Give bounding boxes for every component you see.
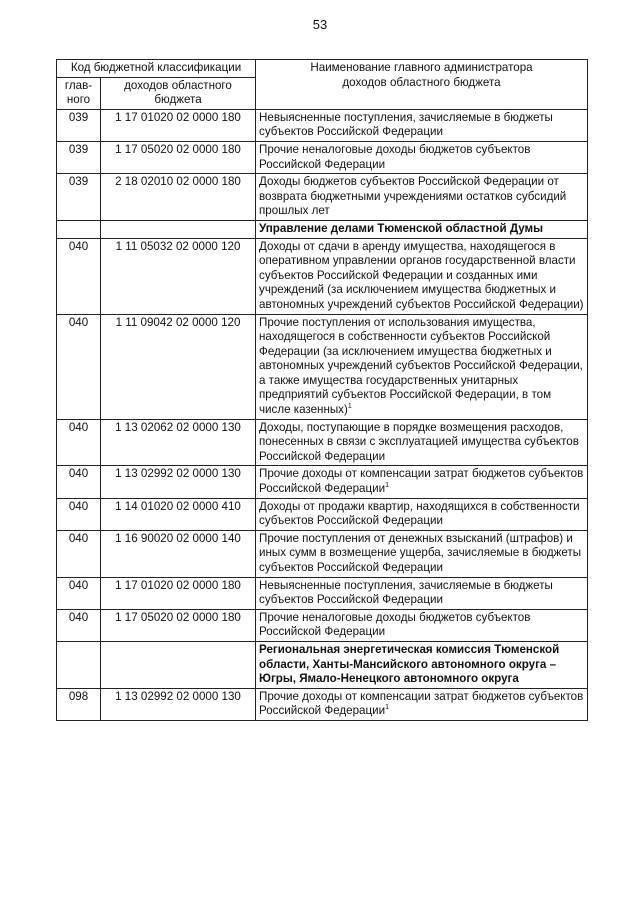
- income-code-cell: 1 11 09042 02 0000 120: [101, 314, 256, 419]
- header-row-1: [57, 60, 588, 78]
- empty-cell: [57, 641, 101, 688]
- administrator-name-cell: [256, 141, 588, 173]
- admin-code-cell: 040: [57, 577, 101, 609]
- table-row: [57, 530, 588, 577]
- empty-cell: [57, 220, 101, 238]
- budget-classification-table: [56, 59, 588, 721]
- table-body: [57, 109, 588, 720]
- admin-code-cell: 098: [57, 688, 101, 720]
- administrator-name-text: Доходы, поступающие в порядке возмещения расходов, понесенных в связи с эксплуатацией имущества субъектов Российской Федерации: [259, 420, 579, 463]
- administrator-name-text: Прочие неналоговые доходы бюджетов субъектов Российской Федерации: [259, 142, 531, 171]
- footnote-mark: 1: [347, 403, 352, 411]
- administrator-name-cell: [256, 238, 588, 314]
- income-code-cell: 1 13 02992 02 0000 130: [101, 688, 256, 720]
- administrator-name-text: Прочие поступления от использования имущества, находящегося в собственности субъектов Российской Федерации (за исключением имущества бюджетных и автономных учреждений субъектов Российской Федерации, а также имущества государственных унитарных предприятий субъектов Российской Федерации, в том числе казенных): [259, 315, 583, 417]
- admin-code-cell: 040: [57, 466, 101, 498]
- table-row: [57, 419, 588, 466]
- administrator-name-text: Прочие доходы от компенсации затрат бюджетов субъектов Российской Федерации: [259, 467, 584, 496]
- table-row: [57, 498, 588, 530]
- administrator-name-cell: [256, 530, 588, 577]
- admin-code-cell: 040: [57, 530, 101, 577]
- administrator-name-cell: [256, 498, 588, 530]
- header-admin-code: глав- ного: [57, 77, 101, 109]
- income-code-cell: 1 17 05020 02 0000 180: [101, 609, 256, 641]
- table-row: [57, 688, 588, 720]
- table-row: [57, 141, 588, 173]
- income-code-cell: 1 17 01020 02 0000 180: [101, 577, 256, 609]
- table-row: [57, 577, 588, 609]
- department-name: Управление делами Тюменской областной Думы: [256, 220, 588, 238]
- administrator-name-text: Доходы от продажи квартир, находящихся в собственности субъектов Российской Федерации: [259, 499, 580, 528]
- admin-code-cell: 040: [57, 609, 101, 641]
- income-code-cell: 1 16 90020 02 0000 140: [101, 530, 256, 577]
- administrator-name-cell: [256, 174, 588, 221]
- admin-code-cell: 040: [57, 314, 101, 419]
- administrator-name-cell: [256, 109, 588, 141]
- administrator-name-cell: [256, 577, 588, 609]
- header-income-code: доходов областного бюджета: [101, 77, 256, 109]
- header-administrator-name: Наименование главного администратора доходов областного бюджета: [256, 60, 588, 110]
- department-row: [57, 220, 588, 238]
- administrator-name-cell: [256, 609, 588, 641]
- footnote-mark: 1: [385, 482, 389, 490]
- admin-code-cell: 039: [57, 174, 101, 221]
- administrator-name-cell: [256, 419, 588, 466]
- administrator-name-text: Невыясненные поступления, зачисляемые в бюджеты субъектов Российской Федерации: [259, 578, 553, 607]
- income-code-cell: 1 17 05020 02 0000 180: [101, 141, 256, 173]
- admin-code-cell: 040: [57, 498, 101, 530]
- empty-cell: [101, 641, 256, 688]
- administrator-name-text: Прочие доходы от компенсации затрат бюджетов субъектов Российской Федерации: [259, 689, 584, 718]
- admin-code-cell: 039: [57, 141, 101, 173]
- administrator-name-cell: [256, 688, 588, 720]
- table-row: [57, 314, 588, 419]
- department-row: [57, 641, 588, 688]
- income-code-cell: 1 13 02062 02 0000 130: [101, 419, 256, 466]
- income-code-cell: 1 17 01020 02 0000 180: [101, 109, 256, 141]
- administrator-name-cell: [256, 314, 588, 419]
- empty-cell: [101, 220, 256, 238]
- admin-code-cell: 039: [57, 109, 101, 141]
- table-row: [57, 609, 588, 641]
- department-name: Региональная энергетическая комиссия Тюменской области, Ханты-Мансийского автономного округа – Югры, Ямало-Ненецкого автономного округа: [256, 641, 588, 688]
- table-row: [57, 466, 588, 498]
- administrator-name-text: Прочие поступления от денежных взысканий (штрафов) и иных сумм в возмещение ущерба, зачисляемые в бюджеты субъектов Российской Федерации: [259, 531, 582, 574]
- administrator-name-text: Невыясненные поступления, зачисляемые в бюджеты субъектов Российской Федерации: [259, 110, 553, 139]
- income-code-cell: 1 14 01020 02 0000 410: [101, 498, 256, 530]
- administrator-name-cell: [256, 466, 588, 498]
- page-number: 53: [312, 17, 328, 32]
- administrator-name-text: Доходы от сдачи в аренду имущества, находящегося в оперативном управлении органов государственной власти субъектов Российской Федерации и созданных ими учреждений (за исключением имущества бюджетных и автономных учреждений субъектов Российской Федерации): [259, 239, 584, 311]
- admin-code-cell: 040: [57, 238, 101, 314]
- administrator-name-text: Доходы бюджетов субъектов Российской Федерации от возврата бюджетными учреждениями остатков субсидий прошлых лет: [259, 175, 567, 218]
- footnote-mark: 1: [385, 704, 389, 712]
- table-row: [57, 238, 588, 314]
- admin-code-cell: 040: [57, 419, 101, 466]
- income-code-cell: 1 13 02992 02 0000 130: [101, 466, 256, 498]
- table-row: [57, 109, 588, 141]
- income-code-cell: 1 11 05032 02 0000 120: [101, 238, 256, 314]
- header-code-group: Код бюджетной классификации: [57, 60, 256, 78]
- table-row: [57, 174, 588, 221]
- income-code-cell: 2 18 02010 02 0000 180: [101, 174, 256, 221]
- administrator-name-text: Прочие неналоговые доходы бюджетов субъектов Российской Федерации: [259, 610, 531, 639]
